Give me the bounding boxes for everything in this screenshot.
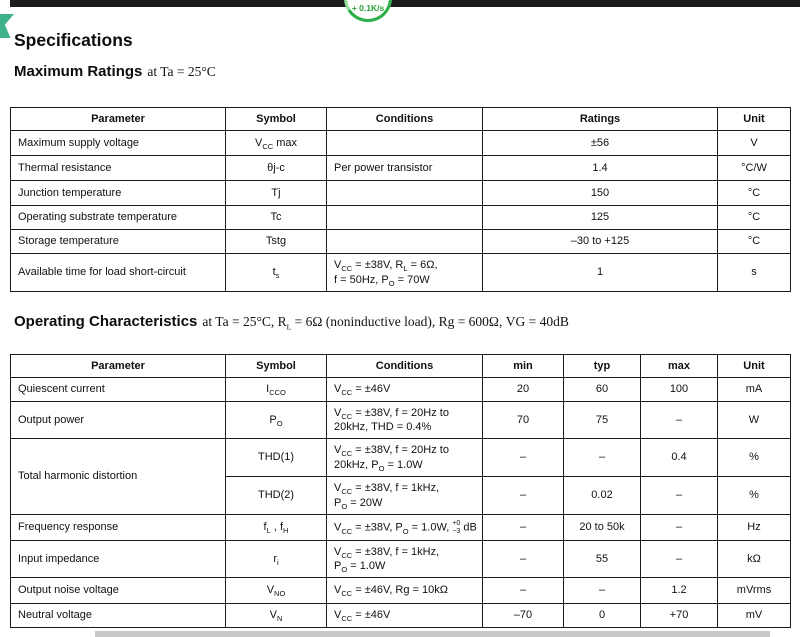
col-header-conditions: Conditions bbox=[327, 355, 483, 378]
cell-typ: – bbox=[564, 578, 641, 604]
corner-marker-icon bbox=[0, 14, 14, 38]
cell-ratings: 1.4 bbox=[483, 156, 718, 181]
cell-parameter: Thermal resistance bbox=[11, 156, 226, 181]
cell-symbol: $V_N$ bbox=[226, 604, 327, 628]
cell-max: – bbox=[641, 477, 718, 515]
cell-conditions: $V_{CC} = \pm 46V$ bbox=[327, 378, 483, 402]
network-speed-text: + 0.1K/s bbox=[351, 3, 385, 13]
network-speed-badge[interactable] bbox=[344, 0, 392, 22]
cell-conditions bbox=[327, 181, 483, 206]
cell-unit: % bbox=[718, 439, 791, 477]
table-row bbox=[11, 230, 791, 254]
max-ratings-title: Maximum Ratings bbox=[14, 63, 143, 80]
cell-conditions: $V_{CC} = \pm 38V$, f = 20Hz to 20kHz, THD = 0.4% bbox=[327, 402, 483, 439]
table-row bbox=[11, 156, 791, 181]
cell-unit: °C bbox=[718, 206, 791, 230]
cell-min: –70 bbox=[483, 604, 564, 628]
cell-parameter: Output noise voltage bbox=[11, 578, 226, 604]
table-row bbox=[11, 515, 791, 541]
cell-typ: 75 bbox=[564, 402, 641, 439]
cell-max: – bbox=[641, 402, 718, 439]
col-header-max: max bbox=[641, 355, 718, 378]
max-ratings-subtitle: at Ta = 25°C bbox=[147, 64, 216, 79]
table-row bbox=[11, 402, 791, 439]
bottom-edge-strip bbox=[95, 631, 770, 637]
cell-symbol: $P_O$ bbox=[226, 402, 327, 439]
cell-min: – bbox=[483, 439, 564, 477]
top-bar bbox=[10, 0, 800, 7]
cell-parameter: Total harmonic distortion bbox=[11, 439, 226, 515]
col-header-symbol: Symbol bbox=[226, 355, 327, 378]
cell-unit: s bbox=[718, 254, 791, 292]
cell-conditions: $V_{CC} = \pm 38V$, $P_O = 1.0W$, +0 −3 dB bbox=[327, 515, 483, 541]
max-ratings-heading bbox=[14, 63, 216, 81]
cell-typ: – bbox=[564, 439, 641, 477]
cell-conditions: $V_{CC} = \pm 46V$ bbox=[327, 604, 483, 628]
table-row bbox=[11, 541, 791, 578]
cell-unit: kΩ bbox=[718, 541, 791, 578]
cell-unit: °C bbox=[718, 181, 791, 206]
table-row bbox=[11, 254, 791, 292]
cell-typ: 0 bbox=[564, 604, 641, 628]
table-row bbox=[11, 439, 791, 477]
cell-symbol: $t_s$ bbox=[226, 254, 327, 292]
cell-typ: 20 to 50k bbox=[564, 515, 641, 541]
cell-ratings: 125 bbox=[483, 206, 718, 230]
cell-symbol: THD(1) bbox=[226, 439, 327, 477]
cell-parameter: Junction temperature bbox=[11, 181, 226, 206]
col-header-symbol: Symbol bbox=[226, 108, 327, 131]
col-header-ratings: Ratings bbox=[483, 108, 718, 131]
cell-parameter: Storage temperature bbox=[11, 230, 226, 254]
page-title: Specifications bbox=[14, 30, 133, 50]
cell-parameter: Frequency response bbox=[11, 515, 226, 541]
operating-characteristics-title: Operating Characteristics bbox=[14, 313, 198, 330]
cell-conditions: $V_{CC} = \pm 38V$, f = 1kHz, $P_O = 1.0W$ bbox=[327, 541, 483, 578]
cell-typ: 0.02 bbox=[564, 477, 641, 515]
cell-min: – bbox=[483, 578, 564, 604]
table-header-row bbox=[11, 355, 791, 378]
cell-unit: mV bbox=[718, 604, 791, 628]
col-header-parameter: Parameter bbox=[11, 355, 226, 378]
cell-ratings: ±56 bbox=[483, 131, 718, 156]
cell-symbol: Tj bbox=[226, 181, 327, 206]
cell-symbol: Tstg bbox=[226, 230, 327, 254]
col-header-unit: Unit bbox=[718, 108, 791, 131]
cell-unit: °C/W bbox=[718, 156, 791, 181]
cell-parameter: Operating substrate temperature bbox=[11, 206, 226, 230]
cell-unit: W bbox=[718, 402, 791, 439]
cell-min: 20 bbox=[483, 378, 564, 402]
maximum-ratings-table bbox=[10, 107, 791, 292]
cell-max: 0.4 bbox=[641, 439, 718, 477]
cell-parameter: Output power bbox=[11, 402, 226, 439]
cell-conditions bbox=[327, 230, 483, 254]
col-header-unit: Unit bbox=[718, 355, 791, 378]
cell-unit: °C bbox=[718, 230, 791, 254]
cell-symbol: $V_{CC}$ max bbox=[226, 131, 327, 156]
cell-symbol: $r_i$ bbox=[226, 541, 327, 578]
cell-parameter: Maximum supply voltage bbox=[11, 131, 226, 156]
table-row bbox=[11, 578, 791, 604]
cell-typ: 55 bbox=[564, 541, 641, 578]
cell-parameter: Input impedance bbox=[11, 541, 226, 578]
table-row bbox=[11, 181, 791, 206]
cell-max: – bbox=[641, 515, 718, 541]
col-header-conditions: Conditions bbox=[327, 108, 483, 131]
cell-ratings: 1 bbox=[483, 254, 718, 292]
cell-min: – bbox=[483, 477, 564, 515]
cell-conditions bbox=[327, 131, 483, 156]
col-header-min: min bbox=[483, 355, 564, 378]
cell-conditions: Per power transistor bbox=[327, 156, 483, 181]
cell-max: 1.2 bbox=[641, 578, 718, 604]
table-row bbox=[11, 206, 791, 230]
cell-conditions: $V_{CC} = \pm 46V$, Rg = 10kΩ bbox=[327, 578, 483, 604]
cell-symbol: θj-c bbox=[226, 156, 327, 181]
cell-max: – bbox=[641, 541, 718, 578]
cell-conditions: $V_{CC} = \pm 38V$, f = 20Hz to 20kHz, $P_O = 1.0W$ bbox=[327, 439, 483, 477]
table-row bbox=[11, 604, 791, 628]
col-header-typ: typ bbox=[564, 355, 641, 378]
cell-unit: V bbox=[718, 131, 791, 156]
cell-min: – bbox=[483, 541, 564, 578]
cell-unit: mVrms bbox=[718, 578, 791, 604]
table-header-row bbox=[11, 108, 791, 131]
cell-ratings: 150 bbox=[483, 181, 718, 206]
cell-parameter: Quiescent current bbox=[11, 378, 226, 402]
cell-symbol: $f_L$ , $f_H$ bbox=[226, 515, 327, 541]
cell-conditions bbox=[327, 206, 483, 230]
cell-symbol: $V_{NO}$ bbox=[226, 578, 327, 604]
table-row bbox=[11, 131, 791, 156]
cell-symbol: THD(2) bbox=[226, 477, 327, 515]
cell-ratings: –30 to +125 bbox=[483, 230, 718, 254]
cell-conditions: $V_{CC} = \pm 38V$, $R_L = 6\Omega$, f = 50Hz, $P_O = 70W$ bbox=[327, 254, 483, 292]
cell-min: – bbox=[483, 515, 564, 541]
cell-parameter: Neutral voltage bbox=[11, 604, 226, 628]
cell-typ: 60 bbox=[564, 378, 641, 402]
cell-unit: Hz bbox=[718, 515, 791, 541]
cell-min: 70 bbox=[483, 402, 564, 439]
cell-max: +70 bbox=[641, 604, 718, 628]
cell-parameter: Available time for load short-circuit bbox=[11, 254, 226, 292]
cell-max: 100 bbox=[641, 378, 718, 402]
cell-unit: % bbox=[718, 477, 791, 515]
col-header-parameter: Parameter bbox=[11, 108, 226, 131]
cell-symbol: Tc bbox=[226, 206, 327, 230]
table-row bbox=[11, 378, 791, 402]
operating-characteristics-table bbox=[10, 354, 791, 628]
cell-unit: mA bbox=[718, 378, 791, 402]
cell-symbol: $I_{CCO}$ bbox=[226, 378, 327, 402]
operating-characteristics-heading bbox=[14, 313, 569, 331]
cell-conditions: $V_{CC} = \pm 38V$, f = 1kHz, $P_O = 20W$ bbox=[327, 477, 483, 515]
operating-characteristics-subtitle: at Ta = 25°C, $R_L = 6\Omega$ (noninductive load), Rg = 600Ω, VG = 40dB bbox=[202, 314, 569, 332]
